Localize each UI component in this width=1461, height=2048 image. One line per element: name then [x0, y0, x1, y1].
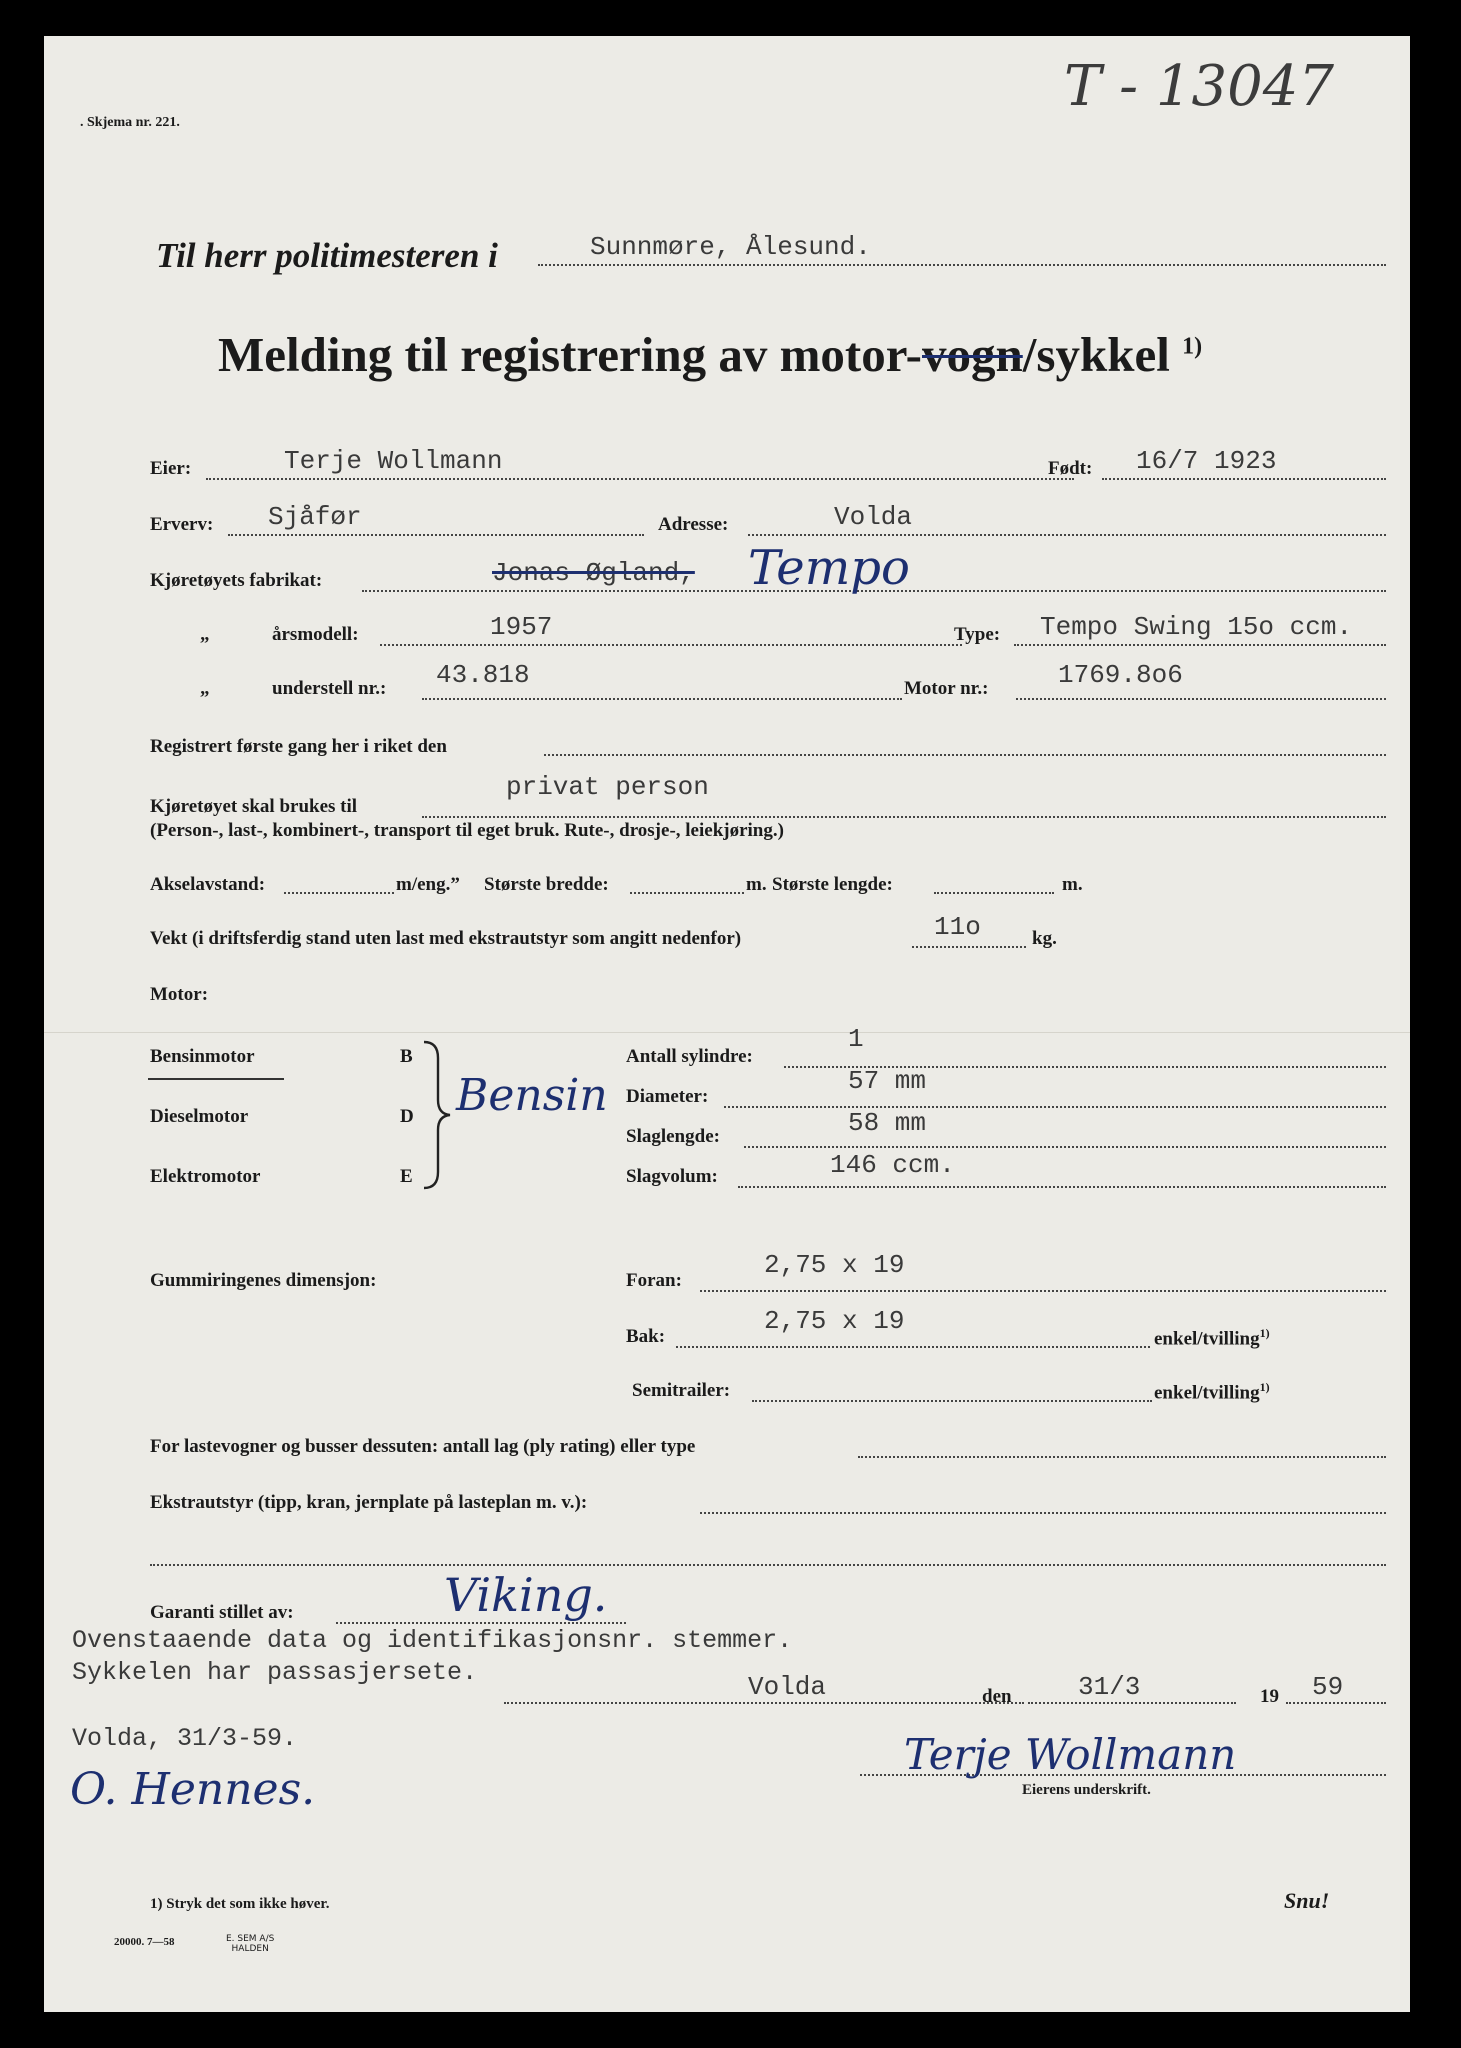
type-line [1014, 644, 1386, 646]
sylindre-value: 1 [848, 1024, 864, 1054]
date-line [1028, 1702, 1236, 1704]
note-line-1: Ovenstaaende data og identifikasjonsnr. stemmer. [72, 1626, 793, 1655]
understell-label: understell nr.: [272, 678, 387, 699]
motor-nr-line [1016, 698, 1386, 700]
aksel-unit: m/eng.” [396, 874, 460, 895]
lengde-line [934, 892, 1054, 894]
garanti-handwritten: Viking. [444, 1568, 608, 1622]
ditto-mark-1: „ [200, 624, 210, 645]
year-prefix: 19 [1260, 1686, 1279, 1707]
form-title: Melding til registrering av motor-vogn/sykkel $^{1)}$ [218, 327, 1203, 382]
slaglengde-value: 58 mm [848, 1108, 927, 1138]
fodt-value: 16/7 1923 [1136, 446, 1277, 476]
lengde-unit: m. [1062, 874, 1083, 895]
bak-line [676, 1346, 1150, 1348]
eier-label: Eier: [150, 458, 192, 479]
brukes-value: privat person [506, 772, 709, 802]
garanti-line [336, 1622, 626, 1624]
erverv-line [228, 534, 644, 536]
fodt-line [1102, 478, 1386, 480]
form-sheet [44, 36, 1410, 2012]
archive-number: T - 13047 [1064, 54, 1335, 119]
vekt-unit: kg. [1032, 928, 1057, 949]
motor-type-diesel: Dieselmotor [150, 1106, 249, 1127]
motor-label: Motor: [150, 984, 209, 1005]
ekstra-line [700, 1512, 1386, 1514]
semitrailer-label: Semitrailer: [632, 1380, 731, 1401]
motor-code-e: E [400, 1166, 413, 1187]
fabrikat-label: Kjøretøyets fabrikat: [150, 570, 323, 591]
date-value: 31/3 [1078, 1672, 1141, 1702]
erverv-value: Sjåfør [268, 502, 362, 532]
adresse-label: Adresse: [658, 514, 729, 535]
arsmodell-line [380, 644, 962, 646]
motor-code-b: B [400, 1046, 413, 1067]
brukes-label: Kjøretøyet skal brukes til [150, 796, 358, 817]
motor-nr-value: 1769.8o6 [1058, 660, 1183, 690]
vekt-value: 11o [934, 912, 981, 942]
bredde-label: Største bredde: [484, 874, 609, 895]
understell-line [422, 698, 902, 700]
slagvolum-label: Slagvolum: [626, 1166, 718, 1187]
title-struck-word: vogn [922, 327, 1023, 382]
motor-type-elektro: Elektromotor [150, 1166, 261, 1187]
den-label: den [982, 1686, 1012, 1707]
bak-enkel-tvilling: enkel/tvilling$^{1)}$ [1154, 1326, 1270, 1350]
fabrikat-struck: Jonas Øgland, [492, 558, 695, 588]
place-line [504, 1702, 1024, 1704]
fabrikat-handwritten: Tempo [748, 540, 910, 596]
ekstra-label: Ekstrautstyr (tipp, kran, jernplate på lasteplan m. v.): [150, 1492, 588, 1513]
fold-crease [44, 1032, 1410, 1033]
sylindre-label: Antall sylindre: [626, 1046, 753, 1067]
vekt-label: Vekt (i driftsferdig stand uten last med ekstrautstyr som angitt nedenfor) [150, 928, 742, 949]
bensin-underline [148, 1078, 284, 1080]
aksel-label: Akselavstand: [150, 874, 266, 895]
adresse-value: Volda [834, 502, 913, 532]
understell-value: 43.818 [436, 660, 530, 690]
ekstra-line-2 [150, 1564, 1386, 1566]
year-value: 59 [1312, 1672, 1344, 1702]
motor-handwritten: Bensin [456, 1070, 608, 1121]
eier-value: Terje Wollmann [284, 446, 503, 476]
form-number: . Skjema nr. 221. [80, 115, 180, 130]
ply-label: For lastevogner og busser dessuten: antall lag (ply rating) eller type [150, 1436, 696, 1457]
type-value: Tempo Swing 15o ccm. [1040, 612, 1353, 642]
officer-signature: O. Hennes. [70, 1764, 316, 1815]
bredde-line [630, 892, 744, 894]
foran-label: Foran: [626, 1270, 682, 1291]
ply-line [858, 1456, 1386, 1458]
note-line-2: Sykkelen har passasjersete. [72, 1658, 478, 1687]
motor-type-bensin: Bensinmotor [150, 1046, 255, 1067]
bak-value: 2,75 x 19 [764, 1306, 905, 1336]
slagvolum-value: 146 ccm. [830, 1150, 955, 1180]
bak-label: Bak: [626, 1326, 666, 1347]
semitrailer-enkel-tvilling: enkel/tvilling$^{1)}$ [1154, 1380, 1270, 1404]
eier-line [206, 478, 1074, 480]
vekt-line [912, 946, 1026, 948]
foran-value: 2,75 x 19 [764, 1250, 905, 1280]
semitrailer-line [752, 1400, 1152, 1402]
lengde-label: Største lengde: [772, 874, 893, 895]
foran-line [700, 1290, 1386, 1292]
fodt-label: Født: [1048, 458, 1093, 479]
arsmodell-value: 1957 [490, 612, 553, 642]
aksel-line [284, 892, 394, 894]
addressee-value: Sunnmøre, Ålesund. [590, 232, 871, 262]
bredde-unit: m. [746, 874, 767, 895]
slaglengde-line [744, 1146, 1386, 1148]
owner-signature: Terje Wollmann [904, 1730, 1237, 1779]
arsmodell-label: årsmodell: [272, 624, 359, 645]
adresse-line [748, 534, 1386, 536]
tires-label: Gummiringenes dimensjon: [150, 1270, 377, 1291]
signature-label: Eierens underskrift. [1022, 1782, 1151, 1798]
diameter-line [724, 1106, 1386, 1108]
slagvolum-line [738, 1186, 1386, 1188]
motor-brace [420, 1040, 454, 1190]
diameter-value: 57 mm [848, 1066, 927, 1096]
type-label: Type: [954, 624, 1001, 645]
brukes-note: (Person-, last-, kombinert-, transport til eget bruk. Rute-, drosje-, leiekjøring.) [150, 820, 784, 841]
snu-note: Snu! [1284, 1888, 1330, 1913]
addressee-line [538, 264, 1386, 266]
diameter-label: Diameter: [626, 1086, 709, 1107]
year-line [1286, 1702, 1386, 1704]
place-value: Volda [748, 1672, 827, 1702]
registrert-label: Registrert første gang her i riket den [150, 736, 447, 757]
erverv-label: Erverv: [150, 514, 214, 535]
motor-nr-label: Motor nr.: [904, 678, 989, 699]
footnote: 1) Stryk det som ikke høver. [150, 1896, 330, 1912]
brukes-line [422, 816, 1386, 818]
ditto-mark-2: „ [200, 678, 210, 699]
registrert-line [544, 754, 1386, 756]
note-line-3: Volda, 31/3-59. [72, 1724, 298, 1753]
printer-imprint: E. SEM A/S HALDEN [226, 1934, 275, 1954]
addressee-label: Til herr politimesteren i [156, 236, 498, 275]
garanti-label: Garanti stillet av: [150, 1602, 294, 1623]
print-number: 20000. 7—58 [114, 1936, 175, 1948]
motor-code-d: D [400, 1106, 414, 1127]
slaglengde-label: Slaglengde: [626, 1126, 720, 1147]
